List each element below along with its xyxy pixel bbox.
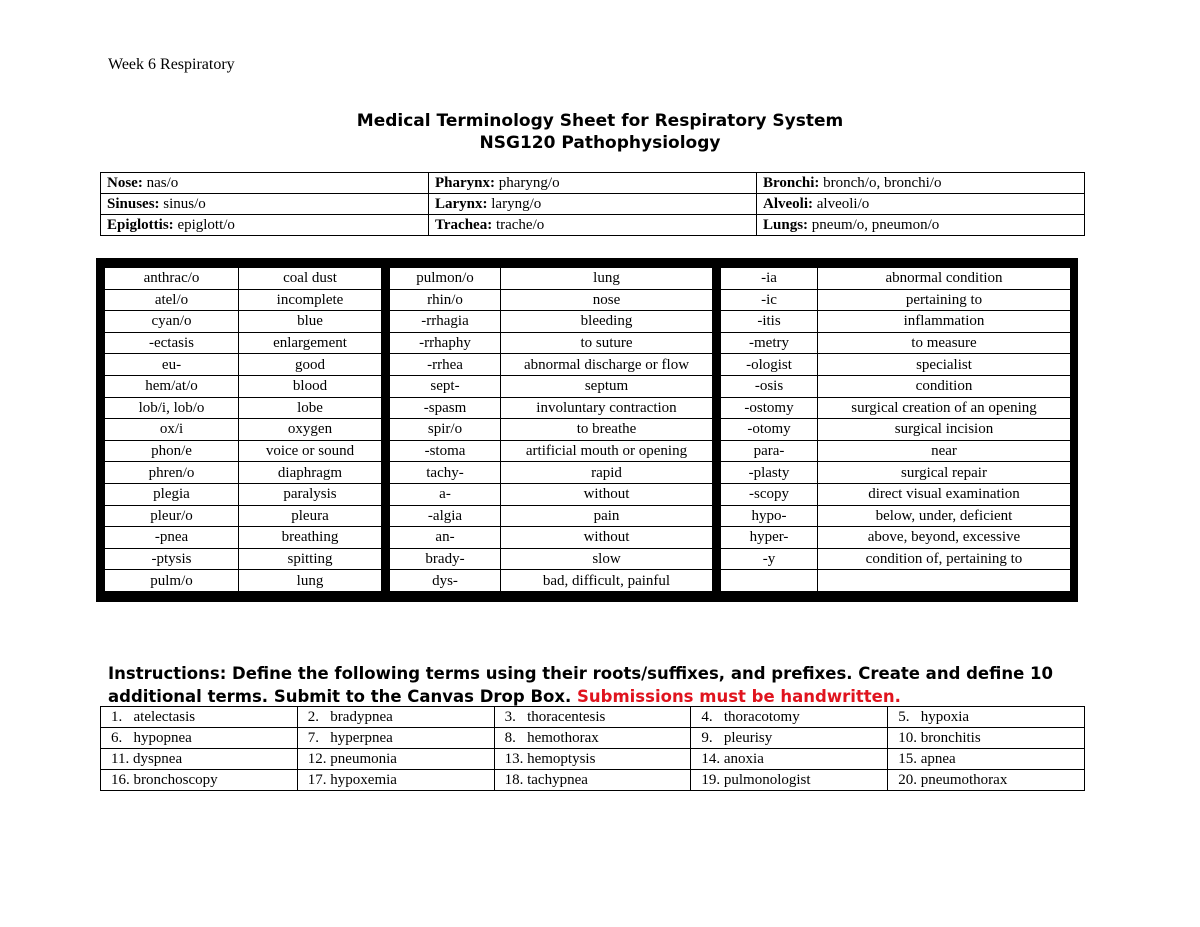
- assignment-term: 8. hemothorax: [494, 728, 691, 749]
- term-meaning: involuntary contraction: [501, 397, 713, 419]
- term-meaning: surgical incision: [818, 419, 1071, 441]
- column-gap: [382, 332, 390, 354]
- term-meaning: to suture: [501, 332, 713, 354]
- term-meaning: paralysis: [239, 483, 382, 505]
- terms-row: [105, 268, 1071, 290]
- column-gap: [713, 527, 721, 549]
- term-meaning: abnormal discharge or flow: [501, 354, 713, 376]
- column-gap: [382, 311, 390, 333]
- title-line-2: NSG120 Pathophysiology: [479, 133, 721, 153]
- term-root: -otomy: [721, 419, 818, 441]
- organ-label: Alveoli:: [763, 196, 813, 212]
- column-gap: [713, 397, 721, 419]
- assignment-term: 2. bradypnea: [297, 707, 494, 728]
- term-root: pulm/o: [105, 570, 239, 592]
- term-meaning: near: [818, 440, 1071, 462]
- terms-row: [105, 419, 1071, 441]
- term-root: hypo-: [721, 505, 818, 527]
- column-gap: [382, 548, 390, 570]
- organ-row: [101, 215, 1085, 236]
- term-meaning: lung: [239, 570, 382, 592]
- organ-cell: [101, 215, 429, 236]
- terms-row: [105, 505, 1071, 527]
- column-gap: [713, 289, 721, 311]
- column-gap: [382, 419, 390, 441]
- column-gap: [382, 483, 390, 505]
- organ-root: sinus/o: [163, 196, 206, 212]
- term-meaning: condition: [818, 375, 1071, 397]
- assignment-term: 20. pneumothorax: [888, 770, 1085, 791]
- terms-row: [105, 440, 1071, 462]
- assignment-term: 5. hypoxia: [888, 707, 1085, 728]
- term-root: phren/o: [105, 462, 239, 484]
- term-root: [721, 570, 818, 592]
- term-root: brady-: [390, 548, 501, 570]
- organ-cell: [429, 215, 757, 236]
- assignment-term: 10. bronchitis: [888, 728, 1085, 749]
- assignment-term: 15. apnea: [888, 749, 1085, 770]
- term-meaning: without: [501, 483, 713, 505]
- term-root: -ostomy: [721, 397, 818, 419]
- organ-label: Trachea:: [435, 217, 493, 233]
- assignment-term: 11. dyspnea: [101, 749, 298, 770]
- term-meaning: direct visual examination: [818, 483, 1071, 505]
- organ-label: Lungs:: [763, 217, 809, 233]
- term-meaning: below, under, deficient: [818, 505, 1071, 527]
- terms-row: [105, 375, 1071, 397]
- term-root: -y: [721, 548, 818, 570]
- column-gap: [713, 505, 721, 527]
- column-gap: [713, 332, 721, 354]
- assignment-row: [101, 770, 1085, 791]
- term-meaning: to breathe: [501, 419, 713, 441]
- term-meaning: breathing: [239, 527, 382, 549]
- terms-row: [105, 397, 1071, 419]
- assignment-term: 3. thoracentesis: [494, 707, 691, 728]
- term-meaning: inflammation: [818, 311, 1071, 333]
- column-gap: [382, 289, 390, 311]
- term-meaning: septum: [501, 375, 713, 397]
- term-root: ox/i: [105, 419, 239, 441]
- organ-cell: [757, 173, 1085, 194]
- organ-cell: [757, 194, 1085, 215]
- column-gap: [713, 311, 721, 333]
- term-root: -ic: [721, 289, 818, 311]
- term-meaning: bleeding: [501, 311, 713, 333]
- term-meaning: blood: [239, 375, 382, 397]
- assignment-term: 1. atelectasis: [101, 707, 298, 728]
- column-gap: [713, 268, 721, 290]
- organ-cell: [757, 215, 1085, 236]
- term-meaning: good: [239, 354, 382, 376]
- assignment-term: 14. anoxia: [691, 749, 888, 770]
- term-meaning: artificial mouth or opening: [501, 440, 713, 462]
- organ-root: epiglott/o: [177, 217, 235, 233]
- assignment-term: 19. pulmonologist: [691, 770, 888, 791]
- term-root: -pnea: [105, 527, 239, 549]
- column-gap: [713, 548, 721, 570]
- column-gap: [713, 440, 721, 462]
- term-root: -stoma: [390, 440, 501, 462]
- term-meaning: oxygen: [239, 419, 382, 441]
- term-root: hem/at/o: [105, 375, 239, 397]
- organ-label: Epiglottis:: [107, 217, 174, 233]
- term-meaning: surgical repair: [818, 462, 1071, 484]
- assignment-row: [101, 728, 1085, 749]
- term-meaning: pertaining to: [818, 289, 1071, 311]
- term-meaning: abnormal condition: [818, 268, 1071, 290]
- term-root: -metry: [721, 332, 818, 354]
- term-root: -rrhea: [390, 354, 501, 376]
- term-root: -ia: [721, 268, 818, 290]
- title-line-1: Medical Terminology Sheet for Respiratory System: [356, 111, 844, 131]
- term-root: an-: [390, 527, 501, 549]
- term-root: cyan/o: [105, 311, 239, 333]
- term-root: -scopy: [721, 483, 818, 505]
- assignment-term: 17. hypoxemia: [297, 770, 494, 791]
- term-root: tachy-: [390, 462, 501, 484]
- column-gap: [382, 375, 390, 397]
- term-root: lob/i, lob/o: [105, 397, 239, 419]
- terms-row: [105, 289, 1071, 311]
- word-parts-table: [104, 267, 1071, 592]
- term-meaning: surgical creation of an opening: [818, 397, 1071, 419]
- instructions-text: Instructions: Define the following terms using their roots/suffixes, and prefixes. Create and define 10 additional terms. Submit to the Canvas Drop Box.: [108, 664, 1053, 706]
- term-meaning: nose: [501, 289, 713, 311]
- document-title: [0, 110, 1200, 154]
- organ-root: pharyng/o: [498, 175, 560, 191]
- term-root: -rrhagia: [390, 311, 501, 333]
- terms-row: [105, 354, 1071, 376]
- term-meaning: diaphragm: [239, 462, 382, 484]
- organ-label: Nose:: [107, 175, 143, 191]
- term-meaning: bad, difficult, painful: [501, 570, 713, 592]
- terms-row: [105, 332, 1071, 354]
- column-gap: [713, 570, 721, 592]
- term-meaning: above, beyond, excessive: [818, 527, 1071, 549]
- term-meaning: coal dust: [239, 268, 382, 290]
- organ-row: [101, 173, 1085, 194]
- assignment-term: 4. thoracotomy: [691, 707, 888, 728]
- term-root: spir/o: [390, 419, 501, 441]
- assignment-term: 7. hyperpnea: [297, 728, 494, 749]
- organ-root: bronch/o, bronchi/o: [823, 175, 942, 191]
- terms-row: [105, 311, 1071, 333]
- instructions: [108, 662, 1098, 708]
- term-root: anthrac/o: [105, 268, 239, 290]
- assignment-term: 13. hemoptysis: [494, 749, 691, 770]
- organ-root: laryng/o: [491, 196, 542, 212]
- organ-root: nas/o: [146, 175, 179, 191]
- assignment-term: 16. bronchoscopy: [101, 770, 298, 791]
- organ-label: Pharynx:: [435, 175, 495, 191]
- terms-row: [105, 483, 1071, 505]
- term-meaning: condition of, pertaining to: [818, 548, 1071, 570]
- term-meaning: incomplete: [239, 289, 382, 311]
- term-meaning: specialist: [818, 354, 1071, 376]
- organ-label: Larynx:: [435, 196, 488, 212]
- assignment-terms-table: [100, 706, 1085, 791]
- terms-row: [105, 548, 1071, 570]
- term-root: phon/e: [105, 440, 239, 462]
- organ-label: Sinuses:: [107, 196, 160, 212]
- term-root: rhin/o: [390, 289, 501, 311]
- column-gap: [713, 462, 721, 484]
- assignment-row: [101, 707, 1085, 728]
- column-gap: [713, 483, 721, 505]
- term-meaning: to measure: [818, 332, 1071, 354]
- term-meaning: lobe: [239, 397, 382, 419]
- terms-row: [105, 570, 1071, 592]
- term-root: -itis: [721, 311, 818, 333]
- term-root: -algia: [390, 505, 501, 527]
- term-root: -rrhaphy: [390, 332, 501, 354]
- column-gap: [382, 268, 390, 290]
- organ-row: [101, 194, 1085, 215]
- term-meaning: slow: [501, 548, 713, 570]
- term-root: -osis: [721, 375, 818, 397]
- term-root: dys-: [390, 570, 501, 592]
- page-header: Week 6 Respiratory: [108, 56, 235, 73]
- assignment-term: 9. pleurisy: [691, 728, 888, 749]
- term-root: -plasty: [721, 462, 818, 484]
- term-root: para-: [721, 440, 818, 462]
- term-root: a-: [390, 483, 501, 505]
- term-root: eu-: [105, 354, 239, 376]
- term-meaning: rapid: [501, 462, 713, 484]
- assignment-row: [101, 749, 1085, 770]
- instructions-warning: Submissions must be handwritten.: [577, 687, 901, 706]
- term-root: sept-: [390, 375, 501, 397]
- organ-cell: [101, 173, 429, 194]
- organ-cell: [429, 173, 757, 194]
- term-meaning: [818, 570, 1071, 592]
- term-root: -ologist: [721, 354, 818, 376]
- term-root: -ectasis: [105, 332, 239, 354]
- column-gap: [382, 527, 390, 549]
- column-gap: [382, 462, 390, 484]
- organ-roots-table: [100, 172, 1085, 236]
- terms-row: [105, 462, 1071, 484]
- term-meaning: lung: [501, 268, 713, 290]
- organ-root: pneum/o, pneumon/o: [811, 217, 940, 233]
- column-gap: [382, 354, 390, 376]
- term-root: pleur/o: [105, 505, 239, 527]
- column-gap: [382, 440, 390, 462]
- organ-cell: [101, 194, 429, 215]
- column-gap: [713, 419, 721, 441]
- term-meaning: pain: [501, 505, 713, 527]
- term-root: atel/o: [105, 289, 239, 311]
- term-meaning: spitting: [239, 548, 382, 570]
- column-gap: [382, 397, 390, 419]
- term-meaning: enlargement: [239, 332, 382, 354]
- column-gap: [713, 375, 721, 397]
- term-root: hyper-: [721, 527, 818, 549]
- column-gap: [382, 505, 390, 527]
- assignment-term: 18. tachypnea: [494, 770, 691, 791]
- term-meaning: pleura: [239, 505, 382, 527]
- organ-root: alveoli/o: [816, 196, 870, 212]
- term-meaning: voice or sound: [239, 440, 382, 462]
- column-gap: [713, 354, 721, 376]
- term-root: pulmon/o: [390, 268, 501, 290]
- term-root: -spasm: [390, 397, 501, 419]
- term-meaning: without: [501, 527, 713, 549]
- term-root: -ptysis: [105, 548, 239, 570]
- organ-cell: [429, 194, 757, 215]
- term-root: plegia: [105, 483, 239, 505]
- term-meaning: blue: [239, 311, 382, 333]
- organ-label: Bronchi:: [763, 175, 820, 191]
- terms-row: [105, 527, 1071, 549]
- assignment-term: 12. pneumonia: [297, 749, 494, 770]
- column-gap: [382, 570, 390, 592]
- assignment-term: 6. hypopnea: [101, 728, 298, 749]
- organ-root: trache/o: [495, 217, 545, 233]
